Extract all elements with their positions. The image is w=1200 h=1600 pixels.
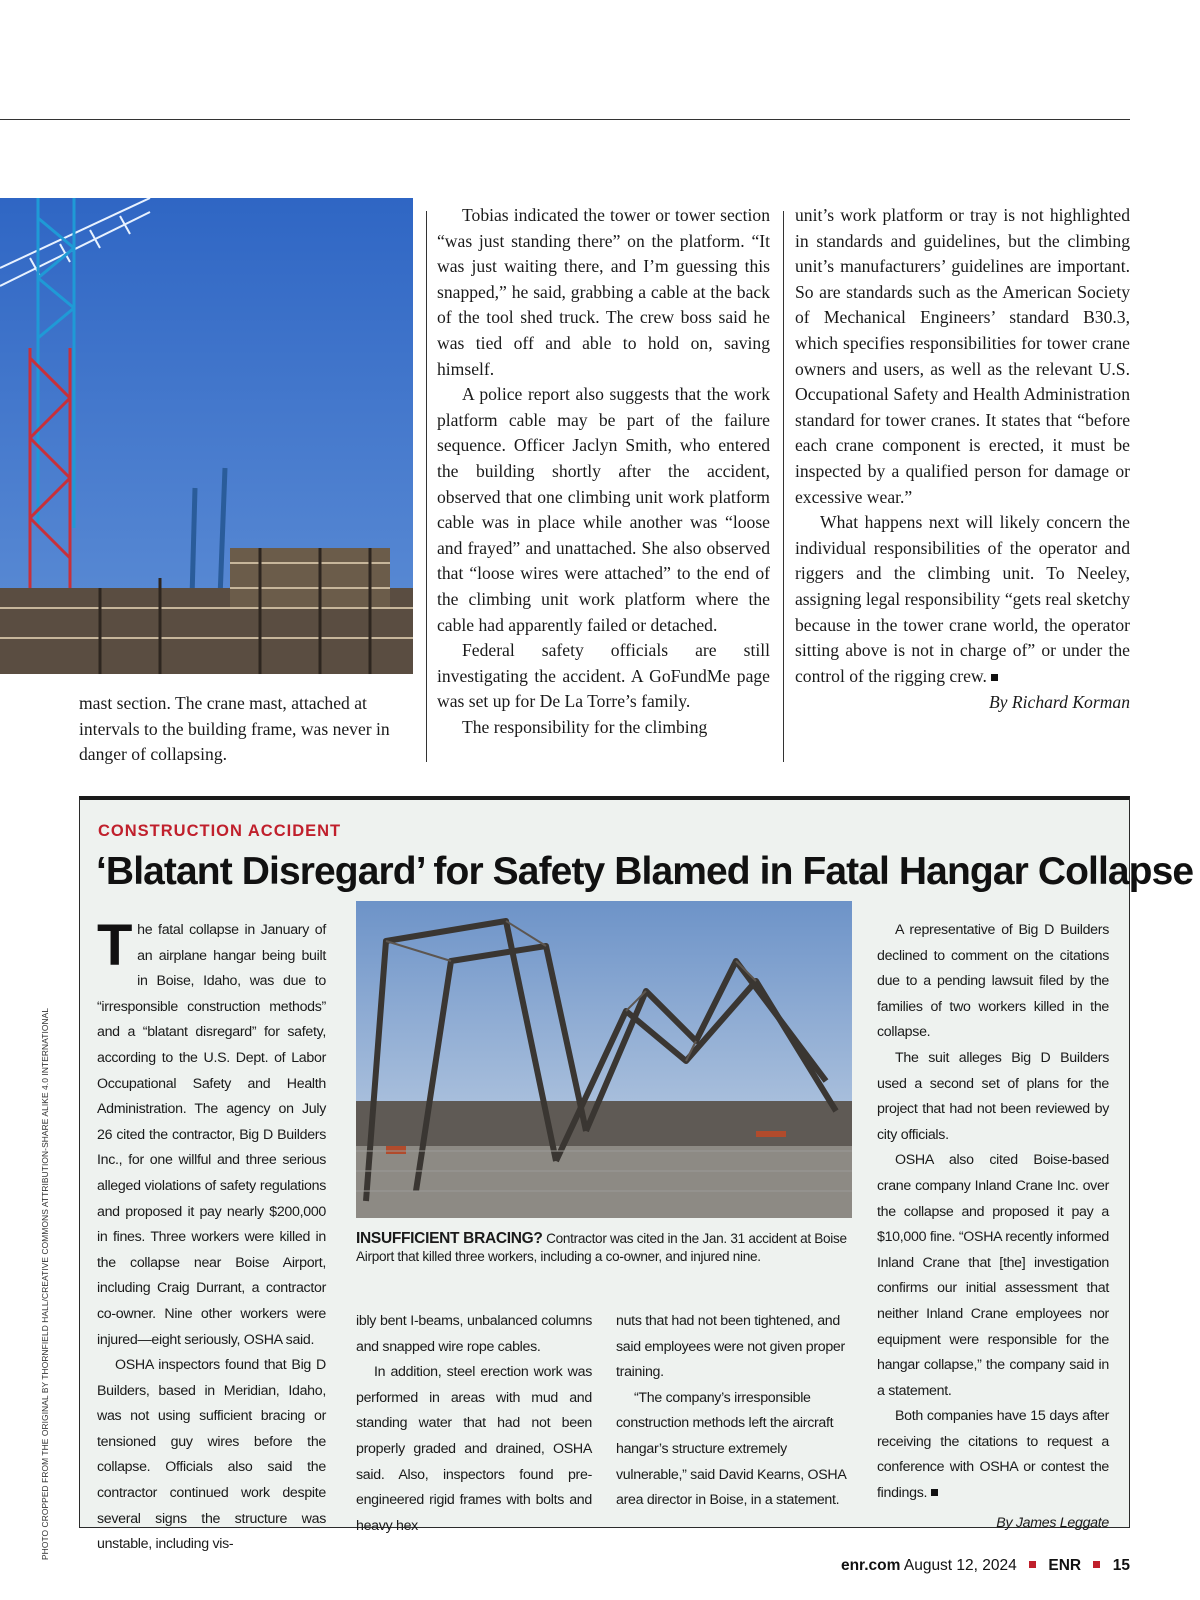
sidebar-column-2: ibly bent I-beams, unbalanced columns and snapped wire rope cables. In addition, steel erection work was performed in areas with mud and standing water that had not been properly graded and drained, OSHA said. Also, inspectors found pre-engineered rigid frames with bolts and heavy hex — [356, 1313, 592, 1534]
footer-magazine: ENR — [1048, 1557, 1082, 1574]
footer-separator-icon — [1093, 1561, 1100, 1568]
byline-james-leggate: By James Leggate — [996, 1514, 1109, 1531]
photo-credit: PHOTO CROPPED FROM THE ORIGINAL BY THORNFIELD HALL/CREATIVE COMMONS ATTRIBUTION-SHARE ALIKE 4.0 INTERNATIONAL — [40, 1007, 50, 1560]
crane-photo — [0, 198, 413, 674]
sidebar-article-box — [79, 796, 1194, 1553]
top-rule — [0, 119, 1130, 120]
sidebar-column-3: nuts that had not been tightened, and said employees were not given proper training. “The company’s irresponsible construction methods left the aircraft hangar’s structure extremely vulnerable,” said David Kearns, OSHA area director in Boise, in a statement. — [616, 1313, 846, 1509]
page-footer — [841, 1557, 1130, 1575]
top-article-continuation: mast section. The crane mast, attached at intervals to the building frame, was never in danger of collapsing. — [79, 693, 390, 765]
page-number: 15 — [1112, 1557, 1130, 1574]
column-rule-2 — [783, 211, 784, 762]
end-mark-icon — [931, 1489, 938, 1496]
footer-date: August 12, 2024 — [903, 1557, 1017, 1574]
hangar-collapse-photo — [356, 901, 852, 1218]
sidebar-column-1: The fatal collapse in January of an airplane hangar being built in Boise, Idaho, was due to “irresponsible construction methods” and a “blatant disregard” for safety, according to the U.S. Dept. of Labor Occupational Safety and Health Administration. The agency on July 26 cited the contractor, Big D Builders Inc., for one willful and three serious alleged violations of safety regulations and proposed it pay nearly $200,000 in fines. Three workers were killed in the collapse near Boise Airport, including Craig Durrant, a contractor co-owner. Nine other workers were injured—eight seriously, OSHA said. OSHA inspectors found that Big D Builders, based in Meridian, Idaho, was not using sufficient bracing or tensioned guy wires before the collapse. Officials also said the contractor continued work despite several signs the structure was unstable, including vis- — [97, 913, 326, 1553]
sidebar-column-4: A representative of Big D Builders declined to comment on the citations due to a pending lawsuit filed by the families of two workers killed in the collapse. The suit alleges Big D Builders used a second set of plans for the project that had not been reviewed by city officials. OSHA also cited Boise-based crane company Inland Crane Inc. over the collapse and proposed it pay a $10,000 fine. “OSHA recently informed Inland Crane that [the] investigation confirms our initial assessment that neither Inland Crane employees nor equipment were responsible for the hangar collapse,” the company said in a statement. Both companies have 15 days after receiving the citations to request a conference with OSHA or contest the findings. By James Leggate — [877, 918, 1109, 1536]
top-article-column-1: Tobias indicated the tower or tower section “was just standing there” on the platform. “It was just waiting there, and I’m guessing this snapped,” he said, grabbing a cable at the back of the tool shed truck. The crew boss said he was tied off and able to hold on, saving himself. A police report also suggests that the work platform cable may be part of the failure sequence. Officer Jaclyn Smith, who entered the building shortly after the accident, observed that one climbing unit work platform cable was in place while another was “loose and frayed” and unattached. She also observed that “loose wires were attached” to the end of the climbing unit work platform where the cable had apparently failed or detached. Federal safety officials are still investigating the accident. A GoFundMe page was set up for De La Torre’s family. The responsibility for the climbing — [437, 205, 770, 737]
photo-caption — [356, 1230, 856, 1266]
article-headline: ‘Blatant Disregard’ for Safety Blamed in Fatal Hangar Collapse — [96, 850, 1194, 893]
footer-site: enr.com — [840, 1557, 901, 1574]
top-article-column-2: unit’s work platform or tray is not highlighted in standards and guidelines, but the climbing unit’s manufacturers’ guidelines are important. So are standards such as the American Society of Mechanical Engineers’ standard B30.3, which specifies responsibilities for tower crane owners and users, as well as the relevant U.S. Occupational Safety and Health Administration standard for tower cranes. It states that “before each crane component is erected, it must be inspected by a qualified person for damage or excessive wear.” What happens next will likely concern the individual responsibilities of the operator and riggers and the climbing unit. To Neeley, assigning legal responsibility “gets real sketchy because in the tower crane world, the operator sitting above is not in charge of” or under the control of the rigging crew. By Richard Korman — [795, 203, 1130, 716]
byline-richard-korman: By Richard Korman — [988, 692, 1130, 713]
section-kicker: CONSTRUCTION ACCIDENT — [98, 822, 342, 840]
drop-cap: T — [97, 913, 133, 978]
end-mark-icon — [991, 674, 998, 681]
caption-body: Contractor was cited in the Jan. 31 accident at Boise Airport that killed three workers, including a co-owner, and injured nine. — [356, 1231, 847, 1264]
column-rule-1 — [426, 211, 427, 762]
footer-separator-icon — [1029, 1561, 1036, 1568]
caption-head: INSUFFICIENT BRACING? — [356, 1230, 543, 1247]
